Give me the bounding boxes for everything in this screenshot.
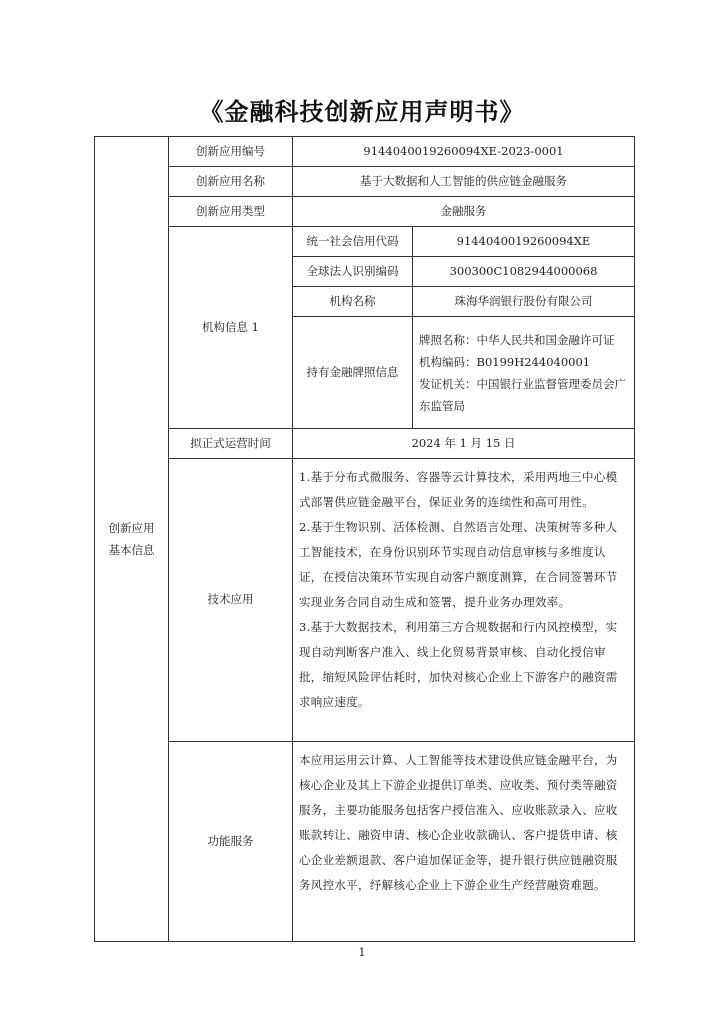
org-name-value: 珠海华润银行股份有限公司: [413, 287, 635, 317]
app-code-label: 创新应用编号: [169, 137, 293, 167]
tech-paragraph: 1.基于分布式微服务、容器等云计算技术，采用两地三中心模式部署供应链金融平台，保证业务的连续性和高可用性。: [299, 470, 618, 509]
license-label: 持有金融牌照信息: [293, 317, 413, 429]
table-row-launch: [95, 429, 635, 459]
license-line: 发证机关：中国银行业监督管理委员会广东监管局: [419, 376, 626, 413]
app-name-label: 创新应用名称: [169, 167, 293, 197]
table-row-tech: [95, 459, 635, 742]
app-type-label: 创新应用类型: [169, 197, 293, 227]
license-info: [413, 317, 635, 429]
org-name-label: 机构名称: [293, 287, 413, 317]
page-number: 1: [358, 946, 366, 959]
declaration-table: [94, 136, 635, 942]
app-code-value: 9144040019260094XE-2023-0001: [293, 137, 635, 167]
table-row-credit-code: [95, 227, 635, 257]
table-row-type: [95, 197, 635, 227]
table-row-code: [95, 137, 635, 167]
app-type-value: 金融服务: [293, 197, 635, 227]
tech-label: 技术应用: [169, 459, 293, 742]
table-row-function: [95, 742, 635, 942]
launch-label: 拟正式运营时间: [169, 429, 293, 459]
lei-value: 300300C1082944000068: [413, 257, 635, 287]
license-line: 机构编码：B0199H244040001: [419, 354, 591, 369]
table-row-name: [95, 167, 635, 197]
tech-paragraph: 3.基于大数据技术，利用第三方合规数据和行内风控模型，实现自动判断客户准入、线上化贸易背景审核、自动化授信审批，缩短风险评估耗时，加快对核心企业上下游客户的融资需求响应速度。: [299, 620, 618, 709]
section-label: 创新应用 基本信息: [95, 137, 169, 942]
credit-code-label: 统一社会信用代码: [293, 227, 413, 257]
tech-content: [293, 459, 635, 742]
license-line: 牌照名称：中华人民共和国金融许可证: [419, 332, 615, 347]
tech-paragraph: 2.基于生物识别、活体检测、自然语言处理、决策树等多种人工智能技术，在身份识别环节实现自动信息审核与多维度认证，在授信决策环节实现自动客户额度测算，在合同签署环节实现业务合同自动生成和签署，提升业务办理效率。: [299, 520, 618, 609]
app-name-value: 基于大数据和人工智能的供应链金融服务: [293, 167, 635, 197]
credit-code-value: 9144040019260094XE: [413, 227, 635, 257]
lei-label: 全球法人识别编码: [293, 257, 413, 287]
function-content: 本应用运用云计算、人工智能等技术建设供应链金融平台，为核心企业及其上下游企业提供订单类、应收类、预付类等融资服务，主要功能服务包括客户授信准入、应收账款录入、应收账款转让、融资申请、核心企业收款确认、客户提货申请、核心企业差额退款、客户追加保证金等，提升银行供应链融资服务风控水平，纾解核心企业上下游企业生产经营融资难题。: [293, 742, 635, 942]
function-label: 功能服务: [169, 742, 293, 942]
institution-label: 机构信息 1: [169, 227, 293, 429]
launch-value: 2024 年 1 月 15 日: [293, 429, 635, 459]
document-title: 《金融科技创新应用声明书》: [199, 98, 525, 126]
